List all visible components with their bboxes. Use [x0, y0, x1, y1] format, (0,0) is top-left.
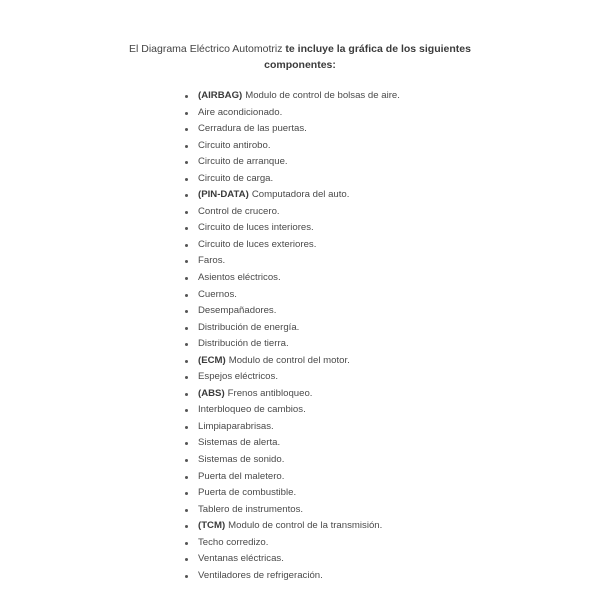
component-code: (AIRBAG) — [198, 90, 243, 101]
component-description: Circuito antirobo. — [198, 139, 271, 151]
bullet-icon — [185, 260, 188, 263]
component-code: (ABS) — [198, 387, 225, 399]
list-item — [183, 452, 483, 469]
bullet-icon — [185, 459, 188, 462]
component-description: Interbloqueo de cambios. — [198, 404, 306, 416]
bullet-icon — [185, 178, 188, 181]
component-description: Control de crucero. — [198, 205, 280, 217]
list-item — [183, 551, 483, 568]
component-description: Cuernos. — [198, 288, 237, 300]
component-description: Espejos eléctricos. — [198, 371, 278, 383]
list-item — [183, 121, 483, 138]
bullet-icon — [185, 525, 188, 528]
list-item — [183, 287, 483, 304]
bullet-icon — [185, 194, 188, 197]
list-item — [183, 435, 483, 452]
component-description: Distribución de tierra. — [198, 338, 289, 350]
list-item — [183, 518, 483, 535]
list-item — [183, 171, 483, 188]
component-description: Ventiladores de refrigeración. — [198, 569, 323, 581]
component-description: Frenos antibloqueo. — [227, 387, 313, 399]
component-code: (TCM) — [198, 520, 226, 532]
bullet-icon — [185, 492, 188, 495]
component-description: Puerta de combustible. — [198, 487, 297, 499]
bullet-icon — [185, 376, 188, 379]
list-item — [183, 336, 483, 353]
bullet-icon — [185, 393, 188, 396]
list-item — [183, 469, 483, 486]
bullet-icon — [185, 294, 188, 297]
bullet-icon — [185, 310, 188, 313]
list-item — [183, 419, 483, 436]
list-item — [183, 270, 483, 287]
component-code: (ECM) — [198, 354, 226, 366]
component-description: Cerradura de las puertas. — [198, 123, 307, 135]
component-description: Modulo de control de la transmisión. — [228, 520, 383, 532]
component-description: Modulo de control del motor. — [228, 354, 350, 366]
bullet-icon — [185, 244, 188, 247]
bullet-icon — [185, 161, 188, 164]
list-item — [183, 237, 483, 254]
component-description: Circuito de arranque. — [198, 156, 288, 168]
intro-bold-text-line2: componentes: — [264, 59, 336, 71]
component-description: Techo corredizo. — [198, 536, 269, 548]
list-item — [183, 320, 483, 337]
intro-paragraph — [100, 41, 500, 73]
list-item — [183, 303, 483, 320]
bullet-icon — [185, 476, 188, 479]
component-description: Limpiaparabrisas. — [198, 420, 274, 432]
component-description: Tablero de instrumentos. — [198, 503, 304, 515]
list-item — [183, 105, 483, 122]
list-item — [183, 535, 483, 552]
bullet-icon — [185, 409, 188, 412]
component-description: Sistemas de alerta. — [198, 437, 281, 449]
component-description: Aire acondicionado. — [198, 106, 283, 118]
list-item — [183, 88, 483, 105]
bullet-icon — [185, 426, 188, 429]
list-item — [183, 369, 483, 386]
component-list — [183, 88, 483, 584]
list-item — [183, 485, 483, 502]
bullet-icon — [185, 277, 188, 280]
component-description: Puerta del maletero. — [198, 470, 285, 482]
list-item — [183, 353, 483, 370]
component-description: Ventanas eléctricas. — [198, 553, 284, 565]
component-description: Modulo de control de bolsas de aire. — [245, 90, 400, 101]
bullet-icon — [185, 542, 188, 545]
list-item — [183, 386, 483, 403]
component-code: (PIN-DATA) — [198, 189, 249, 201]
bullet-icon — [185, 211, 188, 214]
intro-plain-text: El Diagrama Eléctrico Automotriz — [129, 43, 283, 55]
list-item — [183, 138, 483, 155]
list-item — [183, 253, 483, 270]
bullet-icon — [185, 112, 188, 115]
bullet-icon — [185, 327, 188, 330]
list-item — [183, 402, 483, 419]
bullet-icon — [185, 558, 188, 561]
list-item — [183, 502, 483, 519]
bullet-icon — [185, 128, 188, 131]
component-description: Circuito de luces interiores. — [198, 222, 314, 234]
component-description: Circuito de luces exteriores. — [198, 238, 317, 250]
list-item — [183, 154, 483, 171]
component-description: Sistemas de sonido. — [198, 454, 285, 466]
component-description: Computadora del auto. — [251, 189, 350, 201]
bullet-icon — [185, 227, 188, 230]
bullet-icon — [185, 509, 188, 512]
list-item — [183, 220, 483, 237]
intro-bold-text: te incluye la gráfica de los siguientes — [285, 43, 471, 55]
bullet-icon — [185, 95, 188, 98]
list-item — [183, 187, 483, 204]
bullet-icon — [185, 343, 188, 346]
component-description: Desempañadores. — [198, 305, 277, 317]
component-description: Circuito de carga. — [198, 172, 274, 184]
bullet-icon — [185, 360, 188, 363]
list-item — [183, 568, 483, 585]
component-description: Distribución de energía. — [198, 321, 300, 333]
component-description: Faros. — [198, 255, 226, 267]
component-description: Asientos eléctricos. — [198, 272, 281, 284]
bullet-icon — [185, 575, 188, 578]
list-item — [183, 204, 483, 221]
bullet-icon — [185, 442, 188, 445]
bullet-icon — [185, 145, 188, 148]
